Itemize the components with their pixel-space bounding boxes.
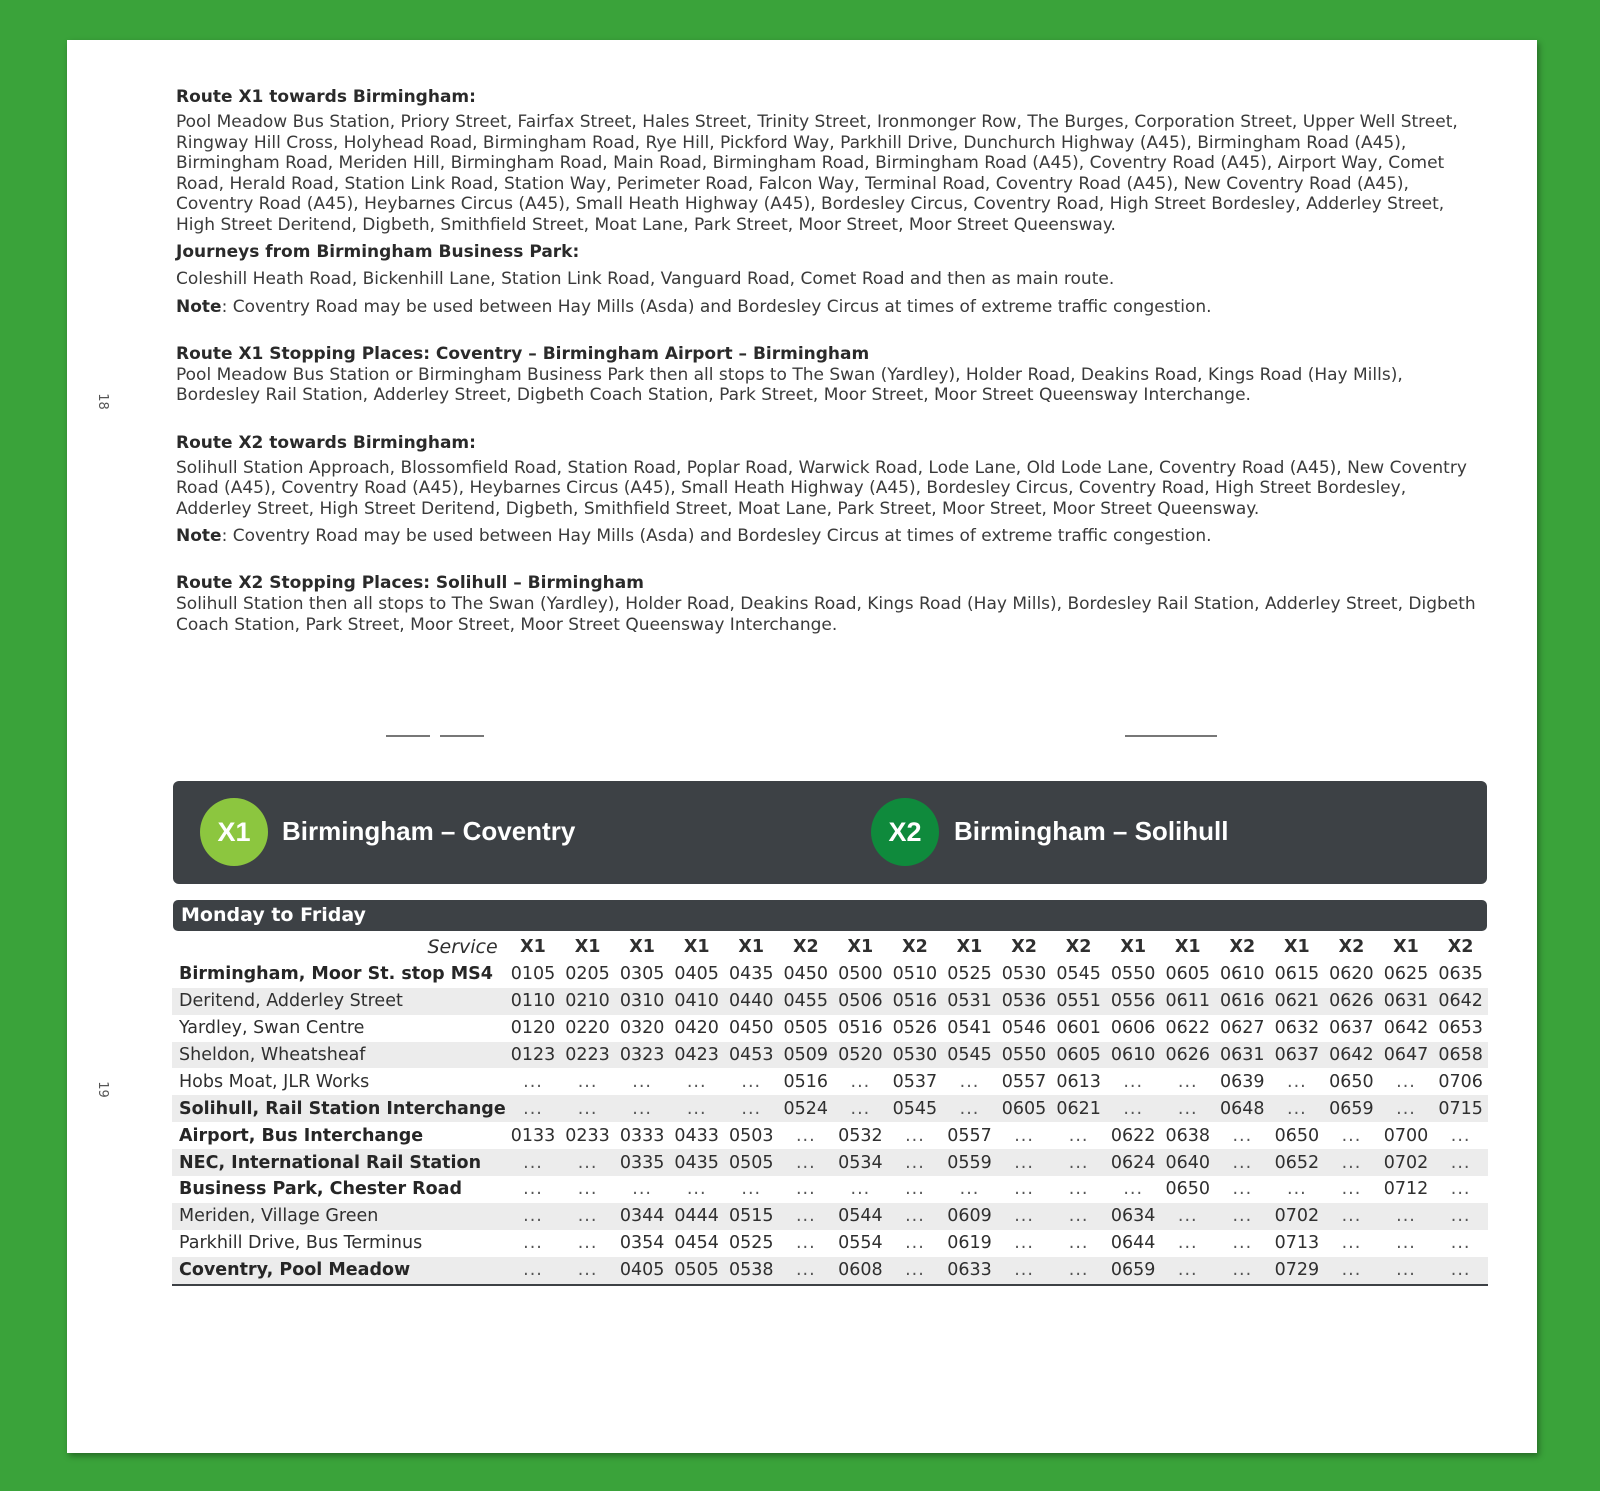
departure-time: ...: [997, 1149, 1052, 1176]
departure-time: ...: [1341, 1125, 1362, 1146]
service-header-row: [172, 934, 1488, 961]
departure-time: ...: [724, 1095, 779, 1122]
departure-time: ...: [686, 1071, 707, 1092]
departure-time: ...: [942, 1095, 997, 1122]
service-code: X2: [792, 937, 819, 958]
departure-time: 0621: [1270, 988, 1325, 1015]
departure-time: 0525: [947, 964, 992, 985]
departure-time: ...: [1341, 1233, 1362, 1254]
x1-stops-body: Pool Meadow Bus Station or Birmingham Business Park then all stops to The Swan (Yardley), Holder Road, Deakins Road, Kings Road (Hay Mills), Bordesley Rail Station, Adderley Street, Digbeth Coach Station, Park Street, Moor Street, Moor Street Queensway Interchange.: [176, 364, 1403, 405]
x2-route-name: Birmingham – Solihull: [954, 816, 1229, 846]
departure-time: ...: [1215, 1257, 1270, 1285]
departure-time: 0610: [1220, 964, 1265, 985]
departure-time: 0205: [565, 964, 610, 985]
departure-time: 0530: [888, 1042, 943, 1069]
x2-route-body: Solihull Station Approach, Blossomfield Road, Station Road, Poplar Road, Warwick Road, Lode Lane, Old Lode Lane, Coventry Road (A45), New Coventry Road (A45), Coventry Road (A45), Heybarnes Circus (A45), Small Heath Highway (A45), Bordesley Circus, Coventry Road, High Street Bordesley, Adderley Street, High Street Deritend, Digbeth, Smithfield Street, Moat Lane, Park Street, Moor Street, Moor Street Queensway.: [176, 457, 1467, 519]
departure-time: 0435: [669, 1149, 724, 1176]
departure-time: ...: [560, 1203, 615, 1230]
departure-time: 0500: [838, 964, 883, 985]
departure-time: ...: [1123, 1071, 1144, 1092]
departure-time: ...: [523, 1179, 543, 1200]
departure-time: 0320: [619, 1018, 665, 1039]
table-row: [172, 1176, 1488, 1203]
stop-name: Yardley, Swan Centre: [179, 1018, 365, 1039]
departure-time: 0410: [669, 988, 724, 1015]
x1-route-badge: X1: [200, 798, 268, 866]
stop-name: Parkhill Drive, Bus Terminus: [179, 1233, 423, 1254]
departure-time: 0133: [510, 1125, 556, 1146]
route-descriptions: [176, 86, 1486, 635]
service-label: Service: [427, 936, 498, 959]
departure-time: ...: [577, 1179, 598, 1200]
x1-business-park-title: Journeys from Birmingham Business Park:: [176, 242, 580, 262]
departure-time: 0455: [779, 988, 834, 1015]
departure-time: 0615: [1274, 964, 1320, 985]
departure-time: ...: [959, 1071, 980, 1092]
departure-time: 0640: [1160, 1149, 1215, 1176]
departure-time: 0610: [1106, 1042, 1161, 1069]
departure-time: 0450: [783, 964, 829, 985]
departure-time: ...: [779, 1149, 834, 1176]
departure-time: ...: [1324, 1257, 1379, 1285]
departure-time: 0647: [1379, 1042, 1434, 1069]
departure-time: ...: [1379, 1257, 1434, 1285]
x1-stops-title: Route X1 Stopping Places: Coventry – Birmingham Airport – Birmingham: [176, 343, 870, 364]
departure-time: ...: [741, 1179, 762, 1200]
departure-time: ...: [1433, 1149, 1488, 1176]
departure-time: 0613: [1056, 1071, 1101, 1092]
departure-time: ...: [795, 1233, 816, 1254]
departure-time: 0305: [619, 964, 665, 985]
departure-time: 0551: [1051, 988, 1106, 1015]
departure-time: 0650: [1274, 1125, 1320, 1146]
departure-time: 0650: [1165, 1179, 1210, 1200]
departure-time: 0616: [1215, 988, 1270, 1015]
departure-time: ...: [506, 1149, 561, 1176]
departure-time: 0505: [783, 1018, 829, 1039]
departure-time: ...: [905, 1179, 925, 1200]
departure-time: 0550: [1110, 964, 1156, 985]
departure-time: 0531: [942, 988, 997, 1015]
departure-time: 0420: [674, 1018, 719, 1039]
departure-time: ...: [1123, 1179, 1144, 1200]
route-banner: [173, 781, 1487, 884]
x2-note-text: : Coventry Road may be used between Hay Mills (Asda) and Bordesley Circus at times of extreme traffic congestion.: [221, 526, 1212, 546]
departure-time: 0706: [1438, 1071, 1483, 1092]
departure-time: 0644: [1110, 1233, 1156, 1254]
stop-name: Airport, Bus Interchange: [179, 1125, 424, 1146]
departure-time: 0526: [892, 1018, 938, 1039]
stop-name: Coventry, Pool Meadow: [172, 1257, 506, 1285]
departure-time: 0423: [669, 1042, 724, 1069]
departure-time: 0516: [888, 988, 943, 1015]
departure-time: 0653: [1438, 1018, 1483, 1039]
departure-time: 0450: [728, 1018, 774, 1039]
departure-time: ...: [1270, 1095, 1325, 1122]
departure-time: 0505: [669, 1257, 724, 1285]
departure-time: ...: [560, 1149, 615, 1176]
departure-time: 0622: [1110, 1125, 1156, 1146]
x2-stops-body: Solihull Station then all stops to The Swan (Yardley), Holder Road, Deakins Road, Kings Road (Hay Mills), Bordesley Rail Station, Adderley Street, Digbeth Coach Station, Park Street, Moor Street, Moor Street Queensway Interchange.: [176, 594, 1476, 635]
departure-time: 0545: [1056, 964, 1101, 985]
departure-time: ...: [1177, 1233, 1198, 1254]
departure-time: 0702: [1270, 1203, 1325, 1230]
departure-time: 0435: [728, 964, 774, 985]
departure-time: 0433: [674, 1125, 719, 1146]
service-code: X2: [1338, 937, 1365, 958]
departure-time: ...: [1068, 1125, 1089, 1146]
departure-time: 0538: [724, 1257, 779, 1285]
departure-time: 0642: [1433, 988, 1488, 1015]
departure-time: ...: [1433, 1257, 1488, 1285]
departure-time: 0626: [1160, 1042, 1215, 1069]
service-code: X2: [1065, 937, 1092, 958]
departure-time: 0541: [947, 1018, 992, 1039]
x2-note: [176, 526, 1486, 546]
departure-time: ...: [795, 1125, 816, 1146]
service-code: X1: [847, 937, 874, 958]
departure-time: ...: [615, 1095, 670, 1122]
departure-time: 0605: [997, 1095, 1052, 1122]
service-code: X1: [520, 937, 546, 958]
departure-time: ...: [905, 1125, 925, 1146]
departure-time: ...: [1287, 1071, 1307, 1092]
stop-name: Birmingham, Moor St. stop MS4: [179, 964, 493, 985]
departure-time: 0110: [506, 988, 561, 1015]
departure-time: ...: [1160, 1203, 1215, 1230]
table-row: [172, 1230, 1488, 1257]
departure-time: 0625: [1383, 964, 1429, 985]
departure-time: ...: [1324, 1203, 1379, 1230]
departure-time: 0534: [833, 1149, 888, 1176]
table-row: [172, 1122, 1488, 1149]
departure-time: ...: [1433, 1203, 1488, 1230]
departure-time: 0354: [619, 1233, 665, 1254]
departure-time: 0444: [669, 1203, 724, 1230]
departure-time: ...: [888, 1257, 943, 1285]
x1-route-body: Pool Meadow Bus Station, Priory Street, Fairfax Street, Hales Street, Trinity Street, Ironmonger Row, The Burges, Corporation Street, Upper Well Street, Ringway Hill Cross, Holyhead Road, Birmingham Road, Rye Hill, Pickford Way, Parkhill Drive, Dunchurch Highway (A45), Birmingham Road (A45), Birmingham Road, Meriden Hill, Birmingham Road, Main Road, Birmingham Road, Birmingham Road (A45), Coventry Road (A45), Airport Way, Comet Road, Herald Road, Station Link Road, Station Way, Perimeter Road, Falcon Way, Terminal Road, Coventry Road (A45), New Coventry Road (A45), Coventry Road (A45), Heybarnes Circus (A45), Small Heath Highway (A45), Bordesley Circus, Coventry Road, High Street Bordesley, Adderley Street, High Street Deritend, Digbeth, Smithfield Street, Moat Lane, Park Street, Moor Street, Moor Street Queensway.: [176, 112, 1458, 235]
table-row: [172, 961, 1488, 988]
departure-time: 0333: [619, 1125, 665, 1146]
departure-time: ...: [1106, 1095, 1161, 1122]
stop-name: Business Park, Chester Road: [179, 1179, 463, 1200]
service-code: X1: [683, 937, 710, 958]
departure-time: 0605: [1051, 1042, 1106, 1069]
departure-time: 0620: [1329, 964, 1374, 985]
departure-time: ...: [1450, 1179, 1471, 1200]
departure-time: 0631: [1379, 988, 1434, 1015]
departure-time: 0632: [1274, 1018, 1320, 1039]
departure-time: ...: [1014, 1179, 1034, 1200]
departure-time: 0503: [728, 1125, 774, 1146]
departure-time: 0601: [1056, 1018, 1101, 1039]
table-row: [172, 1042, 1488, 1069]
service-code: X1: [1393, 937, 1419, 958]
departure-time: ...: [506, 1203, 561, 1230]
departure-time: ...: [1068, 1179, 1089, 1200]
departure-time: 0556: [1106, 988, 1161, 1015]
departure-time: 0310: [615, 988, 670, 1015]
departure-time: 0633: [942, 1257, 997, 1285]
departure-time: ...: [686, 1179, 707, 1200]
table-row: [172, 1095, 1488, 1122]
departure-time: 0510: [892, 964, 938, 985]
departure-time: 0609: [942, 1203, 997, 1230]
timetable: [172, 934, 1488, 1286]
departure-time: 0123: [506, 1042, 561, 1069]
departure-time: 0546: [1001, 1018, 1047, 1039]
departure-time: 0515: [724, 1203, 779, 1230]
departure-time: ...: [669, 1095, 724, 1122]
departure-time: 0638: [1165, 1125, 1210, 1146]
x1-route-name: Birmingham – Coventry: [282, 816, 576, 846]
departure-time: ...: [1051, 1149, 1106, 1176]
service-code: X1: [1284, 937, 1310, 958]
departure-time: ...: [577, 1233, 598, 1254]
departure-time: ...: [1215, 1203, 1270, 1230]
departure-time: 0634: [1106, 1203, 1161, 1230]
table-row: [172, 1203, 1488, 1230]
departure-time: 0557: [1001, 1071, 1047, 1092]
departure-time: 0559: [942, 1149, 997, 1176]
departure-time: ...: [560, 1095, 615, 1122]
departure-time: ...: [1051, 1257, 1106, 1285]
departure-time: 0520: [833, 1042, 888, 1069]
departure-time: 0619: [947, 1233, 992, 1254]
departure-time: ...: [997, 1203, 1052, 1230]
departure-time: 0545: [888, 1095, 943, 1122]
departure-time: ...: [1215, 1149, 1270, 1176]
departure-time: ...: [997, 1257, 1052, 1285]
departure-time: 0715: [1433, 1095, 1488, 1122]
departure-time: ...: [523, 1071, 543, 1092]
service-code: X1: [1174, 937, 1201, 958]
departure-time: 0650: [1329, 1071, 1374, 1092]
x1-note-text: : Coventry Road may be used between Hay Mills (Asda) and Bordesley Circus at times of extreme traffic congestion.: [221, 296, 1212, 317]
departure-time: ...: [1379, 1203, 1434, 1230]
x1-note: [176, 297, 1486, 317]
departure-time: ...: [1396, 1233, 1416, 1254]
departure-time: 0537: [892, 1071, 938, 1092]
service-code: X2: [1011, 937, 1037, 958]
departure-time: 0639: [1220, 1071, 1265, 1092]
departure-time: 0712: [1383, 1179, 1429, 1200]
x1-note-label: Note: [176, 296, 222, 317]
departure-time: 0344: [615, 1203, 670, 1230]
departure-time: ...: [523, 1233, 543, 1254]
departure-time: 0608: [833, 1257, 888, 1285]
departure-time: ...: [1232, 1179, 1253, 1200]
x1-route-title: Route X1 towards Birmingham:: [176, 87, 476, 107]
departure-time: 0700: [1383, 1125, 1429, 1146]
departure-time: ...: [833, 1095, 888, 1122]
departure-time: ...: [795, 1179, 816, 1200]
departure-time: 0454: [674, 1233, 719, 1254]
departure-time: 0621: [1051, 1095, 1106, 1122]
table-row: [172, 988, 1488, 1015]
departure-time: 0440: [724, 988, 779, 1015]
departure-time: ...: [577, 1071, 598, 1092]
service-code: X1: [738, 937, 765, 958]
departure-time: 0611: [1160, 988, 1215, 1015]
departure-time: ...: [560, 1257, 615, 1285]
departure-time: ...: [1450, 1125, 1471, 1146]
departure-time: ...: [1068, 1233, 1089, 1254]
departure-time: ...: [1177, 1071, 1198, 1092]
departure-time: 0642: [1383, 1018, 1429, 1039]
departure-time: 0642: [1324, 1042, 1379, 1069]
departure-time: ...: [1014, 1233, 1034, 1254]
x1-business-park-body: Coleshill Heath Road, Bickenhill Lane, Station Link Road, Vanguard Road, Comet Road and then as main route.: [176, 269, 1115, 289]
departure-time: 0120: [510, 1018, 556, 1039]
departure-time: 0624: [1106, 1149, 1161, 1176]
departure-time: 0509: [779, 1042, 834, 1069]
table-row: [172, 1015, 1488, 1042]
departure-time: 0544: [833, 1203, 888, 1230]
day-heading: Monday to Friday: [181, 904, 366, 926]
departure-time: ...: [1450, 1233, 1471, 1254]
departure-time: ...: [1379, 1095, 1434, 1122]
table-row: [172, 1068, 1488, 1095]
departure-time: 0605: [1165, 964, 1210, 985]
stop-name: NEC, International Rail Station: [172, 1149, 506, 1176]
departure-time: 0505: [724, 1149, 779, 1176]
departure-time: 0532: [838, 1125, 883, 1146]
departure-time: 0631: [1215, 1042, 1270, 1069]
departure-time: 0554: [838, 1233, 883, 1254]
departure-time: 0626: [1324, 988, 1379, 1015]
departure-time: 0220: [565, 1018, 610, 1039]
service-code: X1: [629, 937, 655, 958]
service-code: X2: [1229, 937, 1256, 958]
departure-time: 0557: [947, 1125, 992, 1146]
x2-route-title: Route X2 towards Birmingham:: [176, 432, 476, 453]
departure-time: 0659: [1106, 1257, 1161, 1285]
x2-route-badge: X2: [871, 798, 939, 866]
departure-time: ...: [1014, 1125, 1034, 1146]
departure-time: ...: [850, 1071, 871, 1092]
table-row: [172, 1149, 1488, 1176]
departure-time: 0405: [615, 1257, 670, 1285]
departure-time: 0105: [510, 964, 556, 985]
stop-name: Solihull, Rail Station Interchange: [172, 1095, 506, 1122]
departure-time: ...: [1341, 1179, 1362, 1200]
departure-time: 0223: [560, 1042, 615, 1069]
departure-time: ...: [506, 1257, 561, 1285]
table-row: [172, 1257, 1488, 1285]
departure-time: ...: [632, 1179, 652, 1200]
departure-time: 0233: [565, 1125, 610, 1146]
departure-time: ...: [1051, 1203, 1106, 1230]
departure-time: ...: [1160, 1257, 1215, 1285]
departure-time: ...: [1232, 1233, 1253, 1254]
service-code: X1: [956, 937, 983, 958]
departure-time: 0729: [1270, 1257, 1325, 1285]
page-number-19: 19: [94, 1081, 110, 1098]
departure-time: ...: [506, 1095, 561, 1122]
departure-time: 0622: [1165, 1018, 1210, 1039]
x2-note-label: Note: [176, 526, 222, 546]
departure-time: 0658: [1433, 1042, 1488, 1069]
service-code: X1: [574, 937, 601, 958]
service-code: X1: [1120, 937, 1146, 958]
departure-time: ...: [888, 1149, 943, 1176]
departure-time: 0210: [560, 988, 615, 1015]
departure-time: 0536: [997, 988, 1052, 1015]
departure-time: 0652: [1270, 1149, 1325, 1176]
x2-stops-title: Route X2 Stopping Places: Solihull – Birmingham: [176, 573, 644, 593]
stop-name: Sheldon, Wheatsheaf: [172, 1042, 506, 1069]
page-number-18: 18: [94, 393, 110, 410]
departure-time: 0524: [779, 1095, 834, 1122]
departure-time: 0627: [1220, 1018, 1265, 1039]
departure-time: 0659: [1324, 1095, 1379, 1122]
departure-time: ...: [779, 1203, 834, 1230]
departure-time: ...: [888, 1203, 943, 1230]
day-heading-bar: [173, 900, 1487, 931]
departure-time: ...: [1324, 1149, 1379, 1176]
stop-name: Deritend, Adderley Street: [172, 988, 506, 1015]
departure-time: 0713: [1274, 1233, 1320, 1254]
departure-time: ...: [1160, 1095, 1215, 1122]
departure-time: 0545: [942, 1042, 997, 1069]
departure-time: ...: [741, 1071, 762, 1092]
departure-time: 0648: [1215, 1095, 1270, 1122]
departure-time: 0405: [674, 964, 719, 985]
departure-time: 0453: [724, 1042, 779, 1069]
departure-time: ...: [1396, 1071, 1416, 1092]
departure-time: 0637: [1329, 1018, 1374, 1039]
departure-time: 0335: [615, 1149, 670, 1176]
departure-time: 0516: [783, 1071, 829, 1092]
departure-time: 0323: [615, 1042, 670, 1069]
departure-time: 0530: [1001, 964, 1047, 985]
stop-name: Hobs Moat, JLR Works: [179, 1071, 370, 1092]
departure-time: 0606: [1110, 1018, 1156, 1039]
departure-time: 0525: [728, 1233, 774, 1254]
departure-time: ...: [1287, 1179, 1307, 1200]
departure-time: 0506: [833, 988, 888, 1015]
departure-time: ...: [959, 1179, 980, 1200]
departure-time: 0702: [1379, 1149, 1434, 1176]
service-code: X2: [1447, 937, 1474, 958]
departure-time: ...: [632, 1071, 652, 1092]
stop-name: Meriden, Village Green: [172, 1203, 506, 1230]
departure-time: 0550: [997, 1042, 1052, 1069]
departure-time: ...: [779, 1257, 834, 1285]
service-code: X2: [902, 937, 928, 958]
departure-time: ...: [850, 1179, 871, 1200]
departure-time: 0635: [1438, 964, 1483, 985]
departure-time: ...: [1232, 1125, 1253, 1146]
departure-time: 0516: [838, 1018, 883, 1039]
departure-time: ...: [905, 1233, 925, 1254]
departure-time: 0637: [1270, 1042, 1325, 1069]
